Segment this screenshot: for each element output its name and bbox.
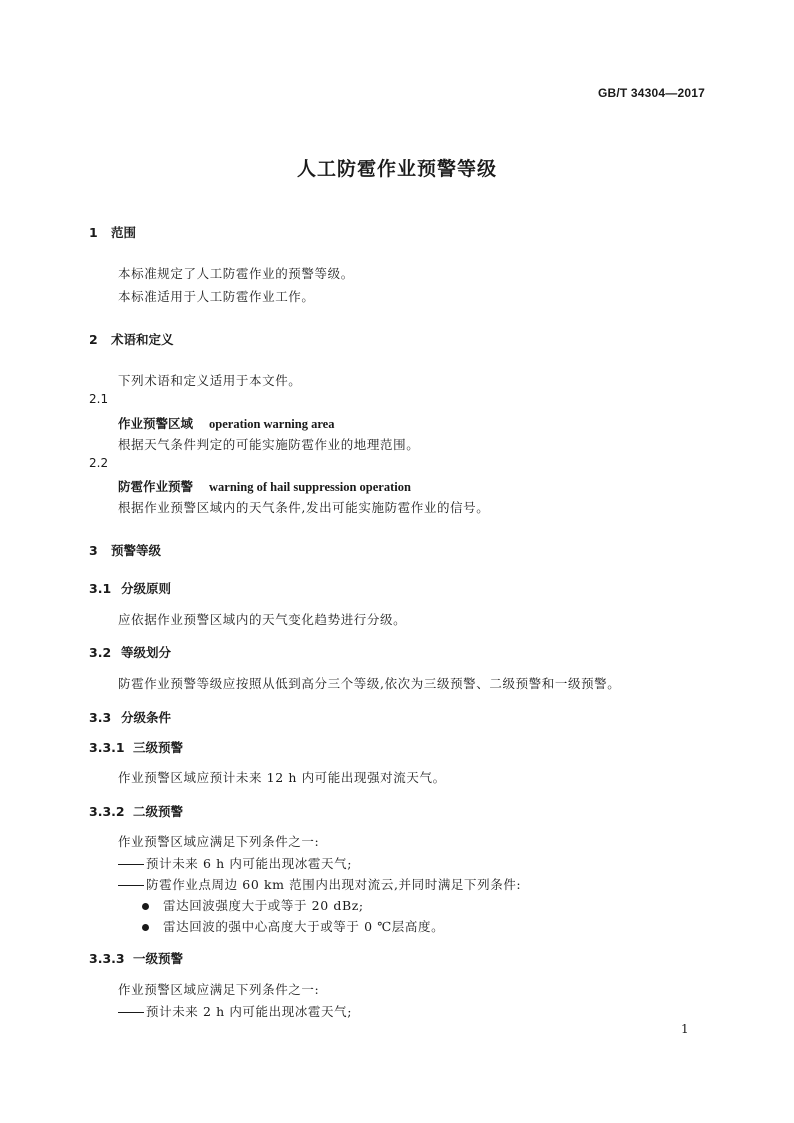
section-2-intro: 下列术语和定义适用于本文件。 <box>118 373 302 388</box>
section-3-3-2-heading <box>89 802 183 820</box>
bullet-item-text: 雷达回波强度大于或等于 20 dBz; <box>163 898 364 913</box>
section-number: 3.2 <box>89 645 112 660</box>
section-title: 三级预警 <box>133 740 184 755</box>
standard-code-header: GB/T 34304—2017 <box>597 86 705 100</box>
section-title: 术语和定义 <box>111 332 174 347</box>
term-chinese: 作业预警区域 <box>118 416 194 431</box>
bullet-dot-icon <box>142 903 149 910</box>
section-title: 一级预警 <box>133 951 184 966</box>
section-1-paragraph-2: 本标准适用于人工防雹作业工作。 <box>118 289 315 304</box>
em-dash-icon <box>118 885 144 886</box>
section-1-heading <box>89 223 136 241</box>
bullet-list-item <box>142 917 444 935</box>
section-2-heading <box>89 330 174 348</box>
dash-list-item <box>118 1002 352 1020</box>
section-3-3-1-heading <box>89 738 183 756</box>
bullet-list-item <box>142 896 364 914</box>
term-2-2-heading <box>118 477 411 495</box>
section-3-2-heading <box>89 643 171 661</box>
section-3-3-heading <box>89 708 171 726</box>
dash-item-text: 防雹作业点周边 60 km 范围内出现对流云,并同时满足下列条件: <box>146 877 522 892</box>
section-1-paragraph-1: 本标准规定了人工防雹作业的预警等级。 <box>118 266 354 281</box>
section-3-1-paragraph: 应依据作业预警区域内的天气变化趋势进行分级。 <box>118 612 407 627</box>
section-number: 1 <box>89 225 98 240</box>
section-3-3-3-paragraph: 作业预警区域应满足下列条件之一: <box>118 982 320 997</box>
term-2-1-heading <box>118 414 334 432</box>
section-title: 分级条件 <box>121 710 172 725</box>
section-3-3-1-paragraph: 作业预警区域应预计未来 12 h 内可能出现强对流天气。 <box>118 770 446 785</box>
section-number: 3.3.2 <box>89 804 125 819</box>
section-3-heading <box>89 541 161 559</box>
section-number: 3 <box>89 543 98 558</box>
section-3-3-3-heading <box>89 949 183 967</box>
section-3-1-heading <box>89 579 171 597</box>
section-number: 3.1 <box>89 581 112 596</box>
section-number: 3.3.3 <box>89 951 125 966</box>
section-number: 3.3 <box>89 710 112 725</box>
term-english: warning of hail suppression operation <box>209 480 411 494</box>
term-2-2-definition: 根据作业预警区域内的天气条件,发出可能实施防雹作业的信号。 <box>118 500 490 515</box>
section-3-3-2-paragraph: 作业预警区域应满足下列条件之一: <box>118 834 320 849</box>
term-2-1-number: 2.1 <box>89 392 109 406</box>
term-2-2-number: 2.2 <box>89 456 109 470</box>
dash-list-item <box>118 875 521 893</box>
term-chinese: 防雹作业预警 <box>118 479 194 494</box>
em-dash-icon <box>118 1012 144 1013</box>
section-title: 分级原则 <box>121 581 172 596</box>
em-dash-icon <box>118 864 144 865</box>
dash-list-item <box>118 854 352 872</box>
dash-item-text: 预计未来 2 h 内可能出现冰雹天气; <box>146 1004 353 1019</box>
section-number: 2 <box>89 332 98 347</box>
section-number: 3.3.1 <box>89 740 125 755</box>
section-3-2-paragraph: 防雹作业预警等级应按照从低到高分三个等级,依次为三级预警、二级预警和一级预警。 <box>118 676 621 691</box>
section-title: 范围 <box>111 225 137 240</box>
section-title: 等级划分 <box>121 645 172 660</box>
section-title: 二级预警 <box>133 804 184 819</box>
bullet-dot-icon <box>142 924 149 931</box>
page-number: 1 <box>681 1022 689 1036</box>
term-2-1-definition: 根据天气条件判定的可能实施防雹作业的地理范围。 <box>118 437 420 452</box>
term-english: operation warning area <box>209 417 335 431</box>
dash-item-text: 预计未来 6 h 内可能出现冰雹天气; <box>146 856 353 871</box>
section-title: 预警等级 <box>111 543 162 558</box>
bullet-item-text: 雷达回波的强中心高度大于或等于 0 ℃层高度。 <box>163 919 445 934</box>
document-title: 人工防雹作业预警等级 <box>296 158 497 180</box>
